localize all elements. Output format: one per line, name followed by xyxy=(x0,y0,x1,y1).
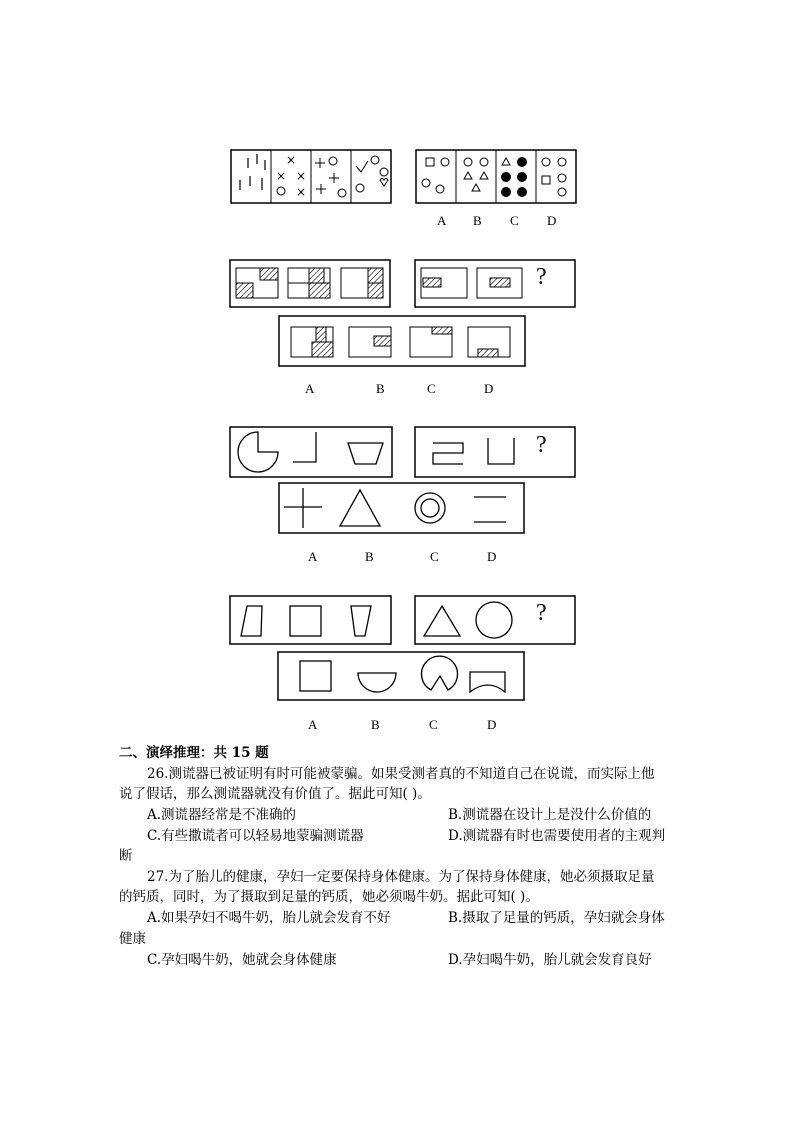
p1-option-a-shapes xyxy=(422,158,449,193)
svg-text:×: × xyxy=(296,185,307,199)
problem-2-figure xyxy=(230,260,575,366)
q26-stem-line2: 说了假话，那么测谎器就没有价值了。据此可知( )。 xyxy=(119,786,431,802)
p3-stem-frame-right xyxy=(415,427,575,477)
p3-label-c: C xyxy=(430,549,439,564)
p4-options-frame xyxy=(278,652,524,700)
p4-label-b: B xyxy=(371,717,380,732)
p4-label-a: A xyxy=(308,717,318,732)
q27-option-c: C.孕妇喝牛奶，她就会身体健康 xyxy=(147,952,337,968)
p3-stem-frame-left xyxy=(230,427,392,477)
p1-cell1-lines xyxy=(240,154,265,190)
q27-option-b: B.摄取了足量的钙质，孕妇就会身体 xyxy=(448,910,665,926)
svg-text:×: × xyxy=(286,153,297,167)
p1-option-d-shapes xyxy=(542,158,566,196)
p4-question-mark: ? xyxy=(536,600,547,626)
p2-label-c: C xyxy=(427,381,436,396)
p2-label-a: A xyxy=(305,381,315,396)
q27-stem-line2: 的钙质，同时，为了摄取到足量的钙质，她必须喝牛奶。据此可知( )。 xyxy=(119,889,539,905)
q27-option-a: A.如果孕妇不喝牛奶，胎儿就会发育不好 xyxy=(147,910,391,926)
q27-option-d: D.孕妇喝牛奶，胎儿就会发育良好 xyxy=(448,952,652,968)
p3-options-frame xyxy=(279,483,524,533)
p1-label-d: D xyxy=(547,213,557,228)
p3-label-a: A xyxy=(308,549,318,564)
problem-4-figure xyxy=(230,596,575,700)
p3-u-shape xyxy=(488,438,514,464)
q26-stem-line1: 26.测谎器已被证明有时可能被蒙骗。如果受测者真的不知道自己在说谎，而实际上他 xyxy=(147,766,655,782)
p3-pacman-shape xyxy=(238,432,278,472)
svg-text:×: × xyxy=(276,169,287,183)
q26-option-c: C.有些撒谎者可以轻易地蒙骗测谎器 xyxy=(147,828,364,844)
p4-stem-frame-left xyxy=(230,596,391,644)
p3-corner-shape xyxy=(293,432,316,462)
p3-question-mark: ? xyxy=(536,432,547,458)
p4-stem-frame-right xyxy=(415,596,575,644)
svg-text:×: × xyxy=(296,169,307,183)
problem-3-figure xyxy=(230,427,575,533)
p1-label-b: B xyxy=(473,213,482,228)
q27-stem-line1: 27.为了胎儿的健康，孕妇一定要保持身体健康。为了保持身体健康，她必须摄取足量 xyxy=(147,869,655,885)
p1-label-a: A xyxy=(437,213,447,228)
p3-trapezoid-shape xyxy=(348,443,383,464)
p1-cell2-circle xyxy=(277,187,285,195)
p1-option-b-shapes xyxy=(464,158,488,191)
p1-cell3-shapes xyxy=(315,157,346,197)
p3-label-d: D xyxy=(487,549,497,564)
q26-option-a: A.测谎器经常是不准确的 xyxy=(147,807,297,823)
p2-question-mark: ? xyxy=(536,264,547,290)
p4-label-d: D xyxy=(487,717,497,732)
q26-option-b: B.测谎器在设计上是没什么价值的 xyxy=(448,807,652,823)
p1-option-c-shapes xyxy=(502,158,527,197)
p3-s-shape xyxy=(433,443,463,464)
p1-cell4-shapes xyxy=(356,156,388,192)
problem-1-figure xyxy=(231,150,576,203)
p1-cell2-crosses xyxy=(276,153,306,199)
p4-label-c: C xyxy=(429,717,438,732)
p2-label-d: D xyxy=(484,381,494,396)
p3-label-b: B xyxy=(365,549,374,564)
section-heading: 二、演绎推理：共 15 题 xyxy=(119,745,269,761)
p1-label-c: C xyxy=(510,213,519,228)
q26-option-d: D.测谎器有时也需要使用者的主观判 xyxy=(448,828,666,844)
q26-option-d-cont: 断 xyxy=(119,848,133,864)
p2-label-b: B xyxy=(376,381,385,396)
q27-option-b-cont: 健康 xyxy=(119,931,146,947)
